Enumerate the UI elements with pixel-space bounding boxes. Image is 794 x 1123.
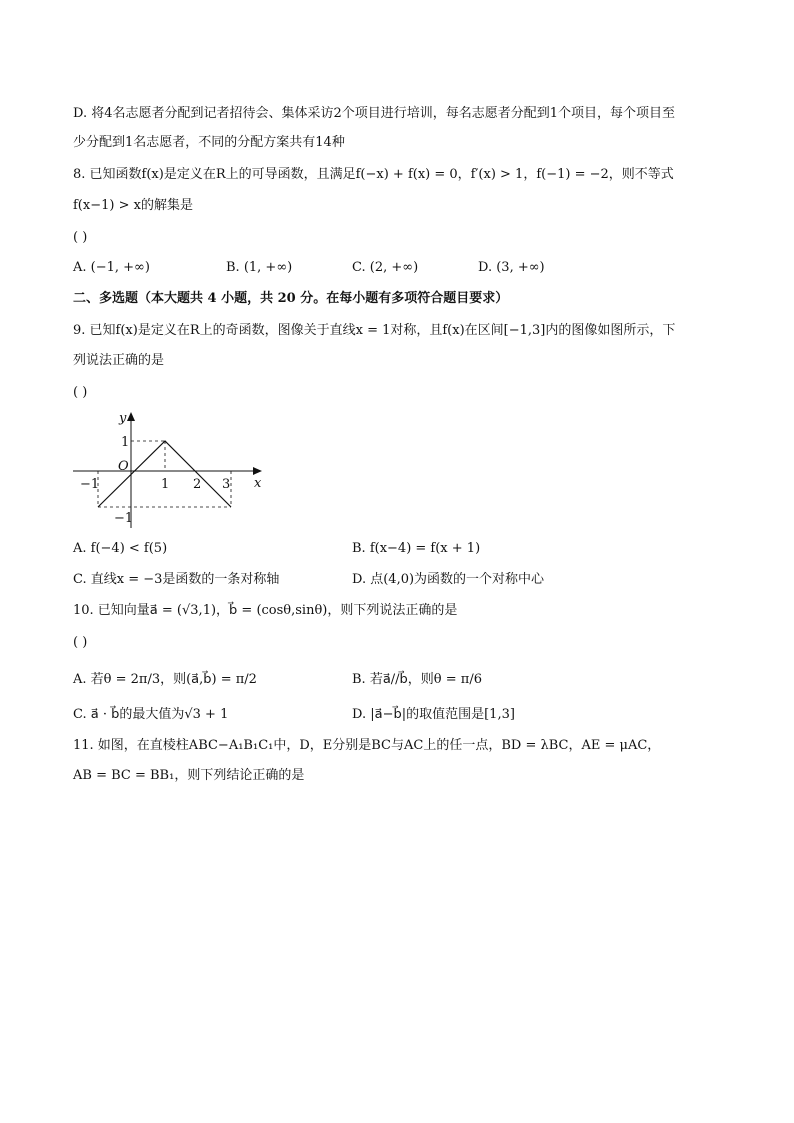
q10-option-d: D. |a⃗−b⃗|的取值范围是[1,3] (352, 707, 515, 722)
function-curve (98, 441, 231, 507)
q7-option-d-line1: D. 将4名志愿者分配到记者招待会、集体采访2个项目进行培训，每名志愿者分配到1个项目，每个项目至 (73, 106, 676, 121)
q11-stem-line1: 11. 如图，在直棱柱ABC−A₁B₁C₁中，D，E分别是BC与AC上的任一点，BD = λBC，AE = μAC， (73, 738, 661, 753)
q7-option-d-line2: 少分配到1名志愿者，不同的分配方案共有14种 (73, 135, 345, 150)
tick-label-y-1: 1 (121, 435, 130, 450)
q8-option-b: B. (1, +∞) (226, 260, 293, 275)
x-axis-label: x (254, 476, 262, 491)
q8-stem-line1: 8. 已知函数f(x)是定义在R上的可导函数，且满足f(−x) + f(x) = 0，f′(x) > 1，f(−1) = −2，则不等式 (73, 167, 674, 182)
q9-option-a: A. f(−4) < f(5) (73, 541, 168, 556)
q9-function-graph (70, 408, 270, 533)
tick-label-x-1: 1 (161, 477, 170, 492)
q9-option-c: C. 直线x = −3是函数的一条对称轴 (73, 572, 280, 587)
tick-label-x-3: 3 (222, 477, 231, 492)
q8-option-c: C. (2, +∞) (352, 260, 419, 275)
tick-label-x-neg1: −1 (80, 477, 100, 492)
section-title-multiple-choice: 二、多选题（本大题共 4 小题，共 20 分。在每小题有多项符合题目要求） (73, 291, 509, 306)
q8-stem-line2: f(x−1) > x的解集是 (73, 198, 193, 213)
x-axis-arrow (253, 467, 262, 475)
q9-stem-line1: 9. 已知f(x)是定义在R上的奇函数，图像关于直线x = 1对称，且f(x)在区间[−1,3]内的图像如图所示，下 (73, 323, 676, 338)
q10-stem-line1: 10. 已知向量a⃗ = (√3,1)，b⃗ = (cosθ,sinθ)，则下列说法正确的是 (73, 603, 458, 618)
origin-label: O (118, 459, 129, 474)
q10-option-c: C. a⃗ · b⃗的最大值为√3 + 1 (73, 707, 229, 722)
q9-option-b: B. f(x−4) = f(x + 1) (352, 541, 481, 556)
q9-stem-line2: 列说法正确的是 (73, 353, 165, 368)
q10-option-b: B. 若a⃗//b⃗，则θ = π/6 (352, 672, 482, 687)
q10-option-a: A. 若θ = 2π/3，则(a⃗,b⃗) = π/2 (73, 672, 257, 687)
q8-option-d: D. (3, +∞) (478, 260, 545, 275)
tick-label-x-2: 2 (193, 477, 202, 492)
y-axis-label: y (119, 411, 127, 426)
tick-label-y-neg1: −1 (114, 511, 134, 526)
q11-stem-line2: AB = BC = BB₁，则下列结论正确的是 (73, 768, 305, 783)
q10-answer-paren: ( ) (73, 635, 88, 650)
q9-option-d: D. 点(4,0)为函数的一个对称中心 (352, 572, 545, 587)
q8-answer-paren: ( ) (73, 230, 88, 245)
q9-answer-paren: ( ) (73, 385, 88, 400)
q8-option-a: A. (−1, +∞) (73, 260, 150, 275)
y-axis-arrow (127, 412, 135, 421)
